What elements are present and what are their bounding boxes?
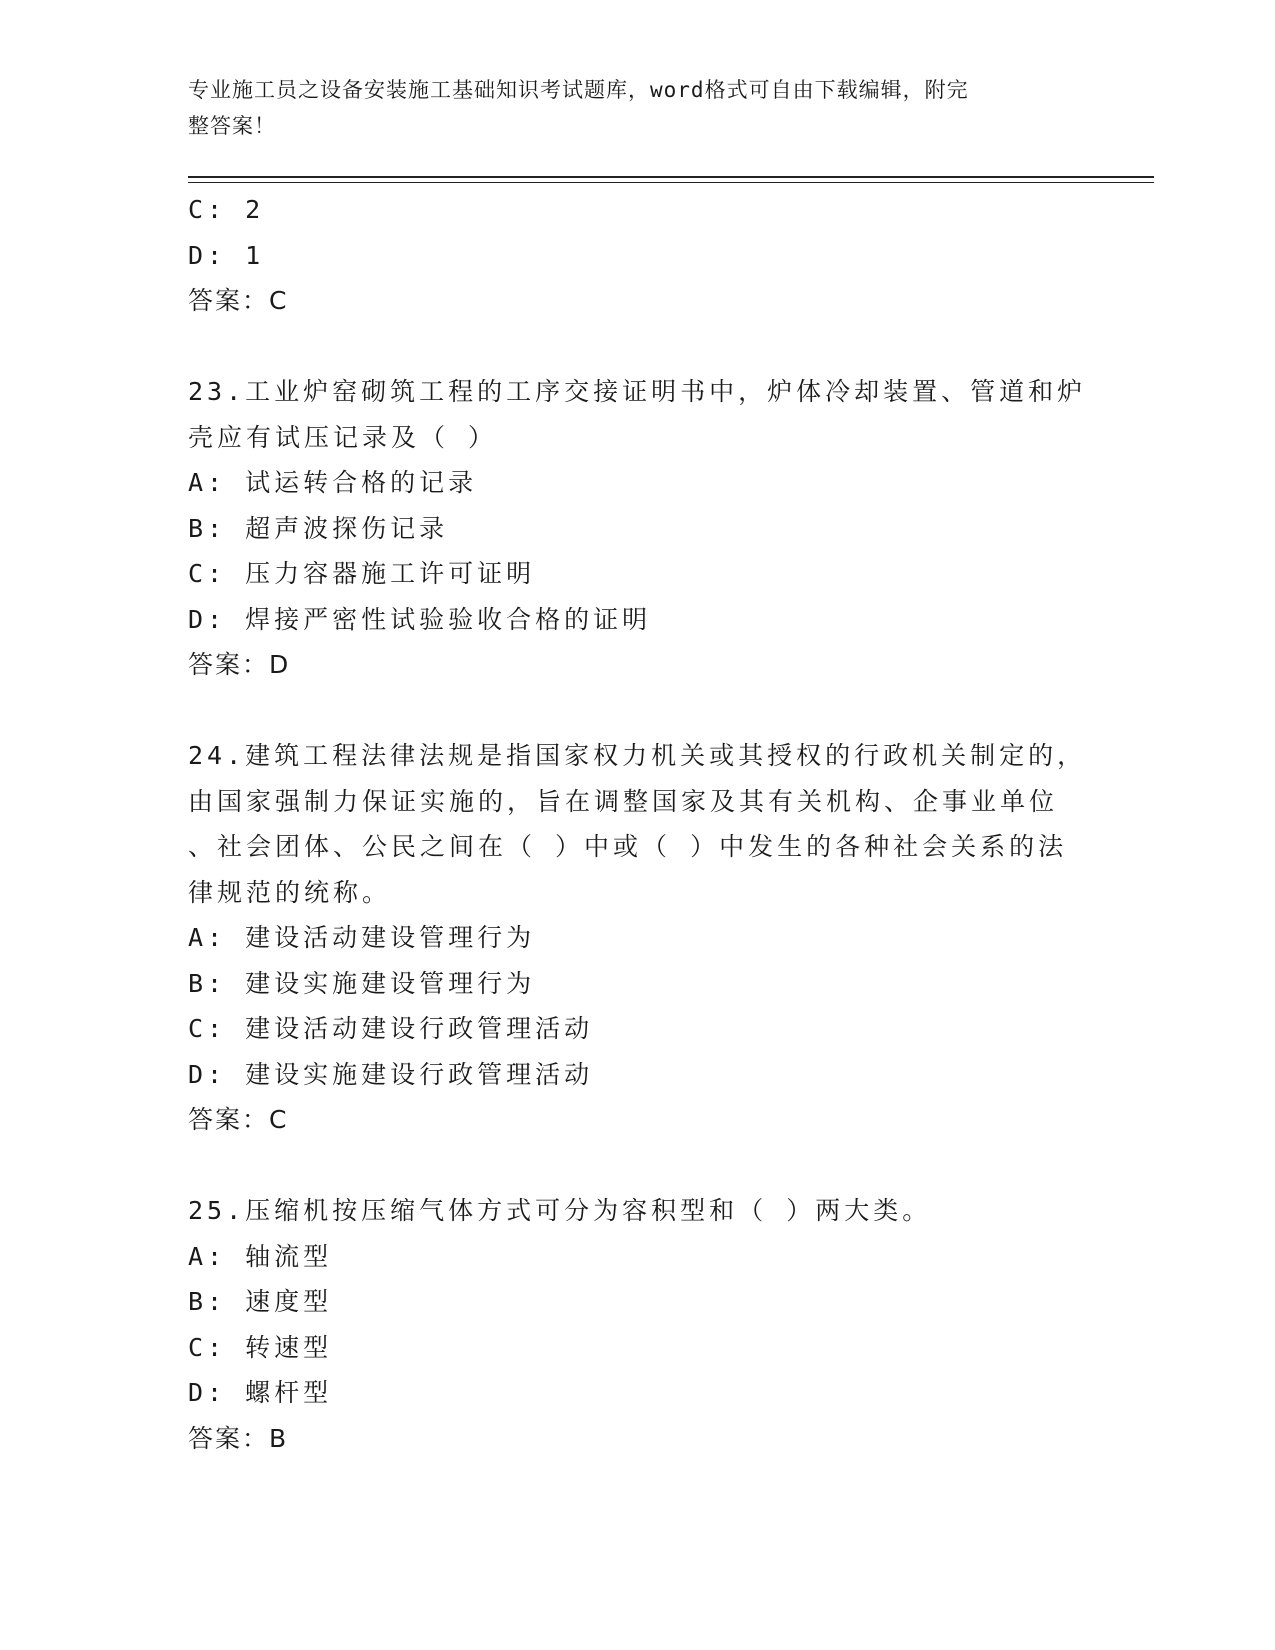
question-stem-line: 25.压缩机按压缩气体方式可分为容积型和（ ）两大类。 — [188, 1196, 932, 1225]
option-c: C: 压力容器施工许可证明 — [188, 559, 536, 588]
answer-line: 答案：D — [188, 650, 291, 679]
question-stem-line: 律规范的统称。 — [188, 877, 392, 907]
option-a: A: 轴流型 — [188, 1241, 333, 1271]
question-stem-line: 24.建筑工程法律法规是指国家权力机关或其授权的行政机关制定的， — [188, 741, 1087, 770]
question-stem-line: 、社会团体、公民之间在（ ）中或（ ）中发生的各种社会关系的法 — [188, 832, 1068, 861]
option-c: C: 建设活动建设行政管理活动 — [188, 1014, 594, 1043]
question-stem-line: 由国家强制力保证实施的，旨在调整国家及其有关机构、企事业单位 — [188, 786, 1059, 816]
header-divider-thick — [188, 176, 1154, 178]
question-stem-line: 23.工业炉窑砌筑工程的工序交接证明书中，炉体冷却装置、管道和炉 — [188, 377, 1087, 406]
option-d: D: 1 — [188, 240, 265, 270]
option-b: B: 建设实施建设管理行为 — [188, 968, 536, 998]
answer-line: 答案：B — [188, 1423, 289, 1453]
question-stem-line: 壳应有试压记录及（ ） — [188, 422, 498, 452]
option-d: D: 建设实施建设行政管理活动 — [188, 1059, 594, 1089]
question-24 — [188, 733, 1088, 1143]
option-d: D: 螺杆型 — [188, 1378, 333, 1407]
option-a: A: 建设活动建设管理行为 — [188, 923, 536, 952]
question-22-tail — [188, 187, 1088, 324]
question-list — [188, 187, 1088, 1461]
header-line-1: 专业施工员之设备安装施工基础知识考试题库，word格式可自由下载编辑，附完 — [188, 78, 969, 102]
question-23 — [188, 369, 1088, 688]
spacer — [188, 1143, 1088, 1189]
option-b: B: 速度型 — [188, 1287, 333, 1316]
option-a: A: 试运转合格的记录 — [188, 468, 478, 497]
option-b: B: 超声波探伤记录 — [188, 513, 449, 543]
option-d: D: 焊接严密性试验验收合格的证明 — [188, 604, 652, 634]
spacer — [188, 688, 1088, 734]
header-line-2: 整答案！ — [188, 114, 276, 138]
document-header — [188, 72, 1068, 144]
header-divider-thin — [188, 182, 1154, 183]
answer-line: 答案：C — [188, 1105, 289, 1134]
spacer — [188, 324, 1088, 370]
option-c: C: 转速型 — [188, 1332, 333, 1362]
question-25 — [188, 1188, 1088, 1461]
option-c: C: 2 — [188, 195, 265, 224]
answer-line: 答案：C — [188, 286, 289, 315]
